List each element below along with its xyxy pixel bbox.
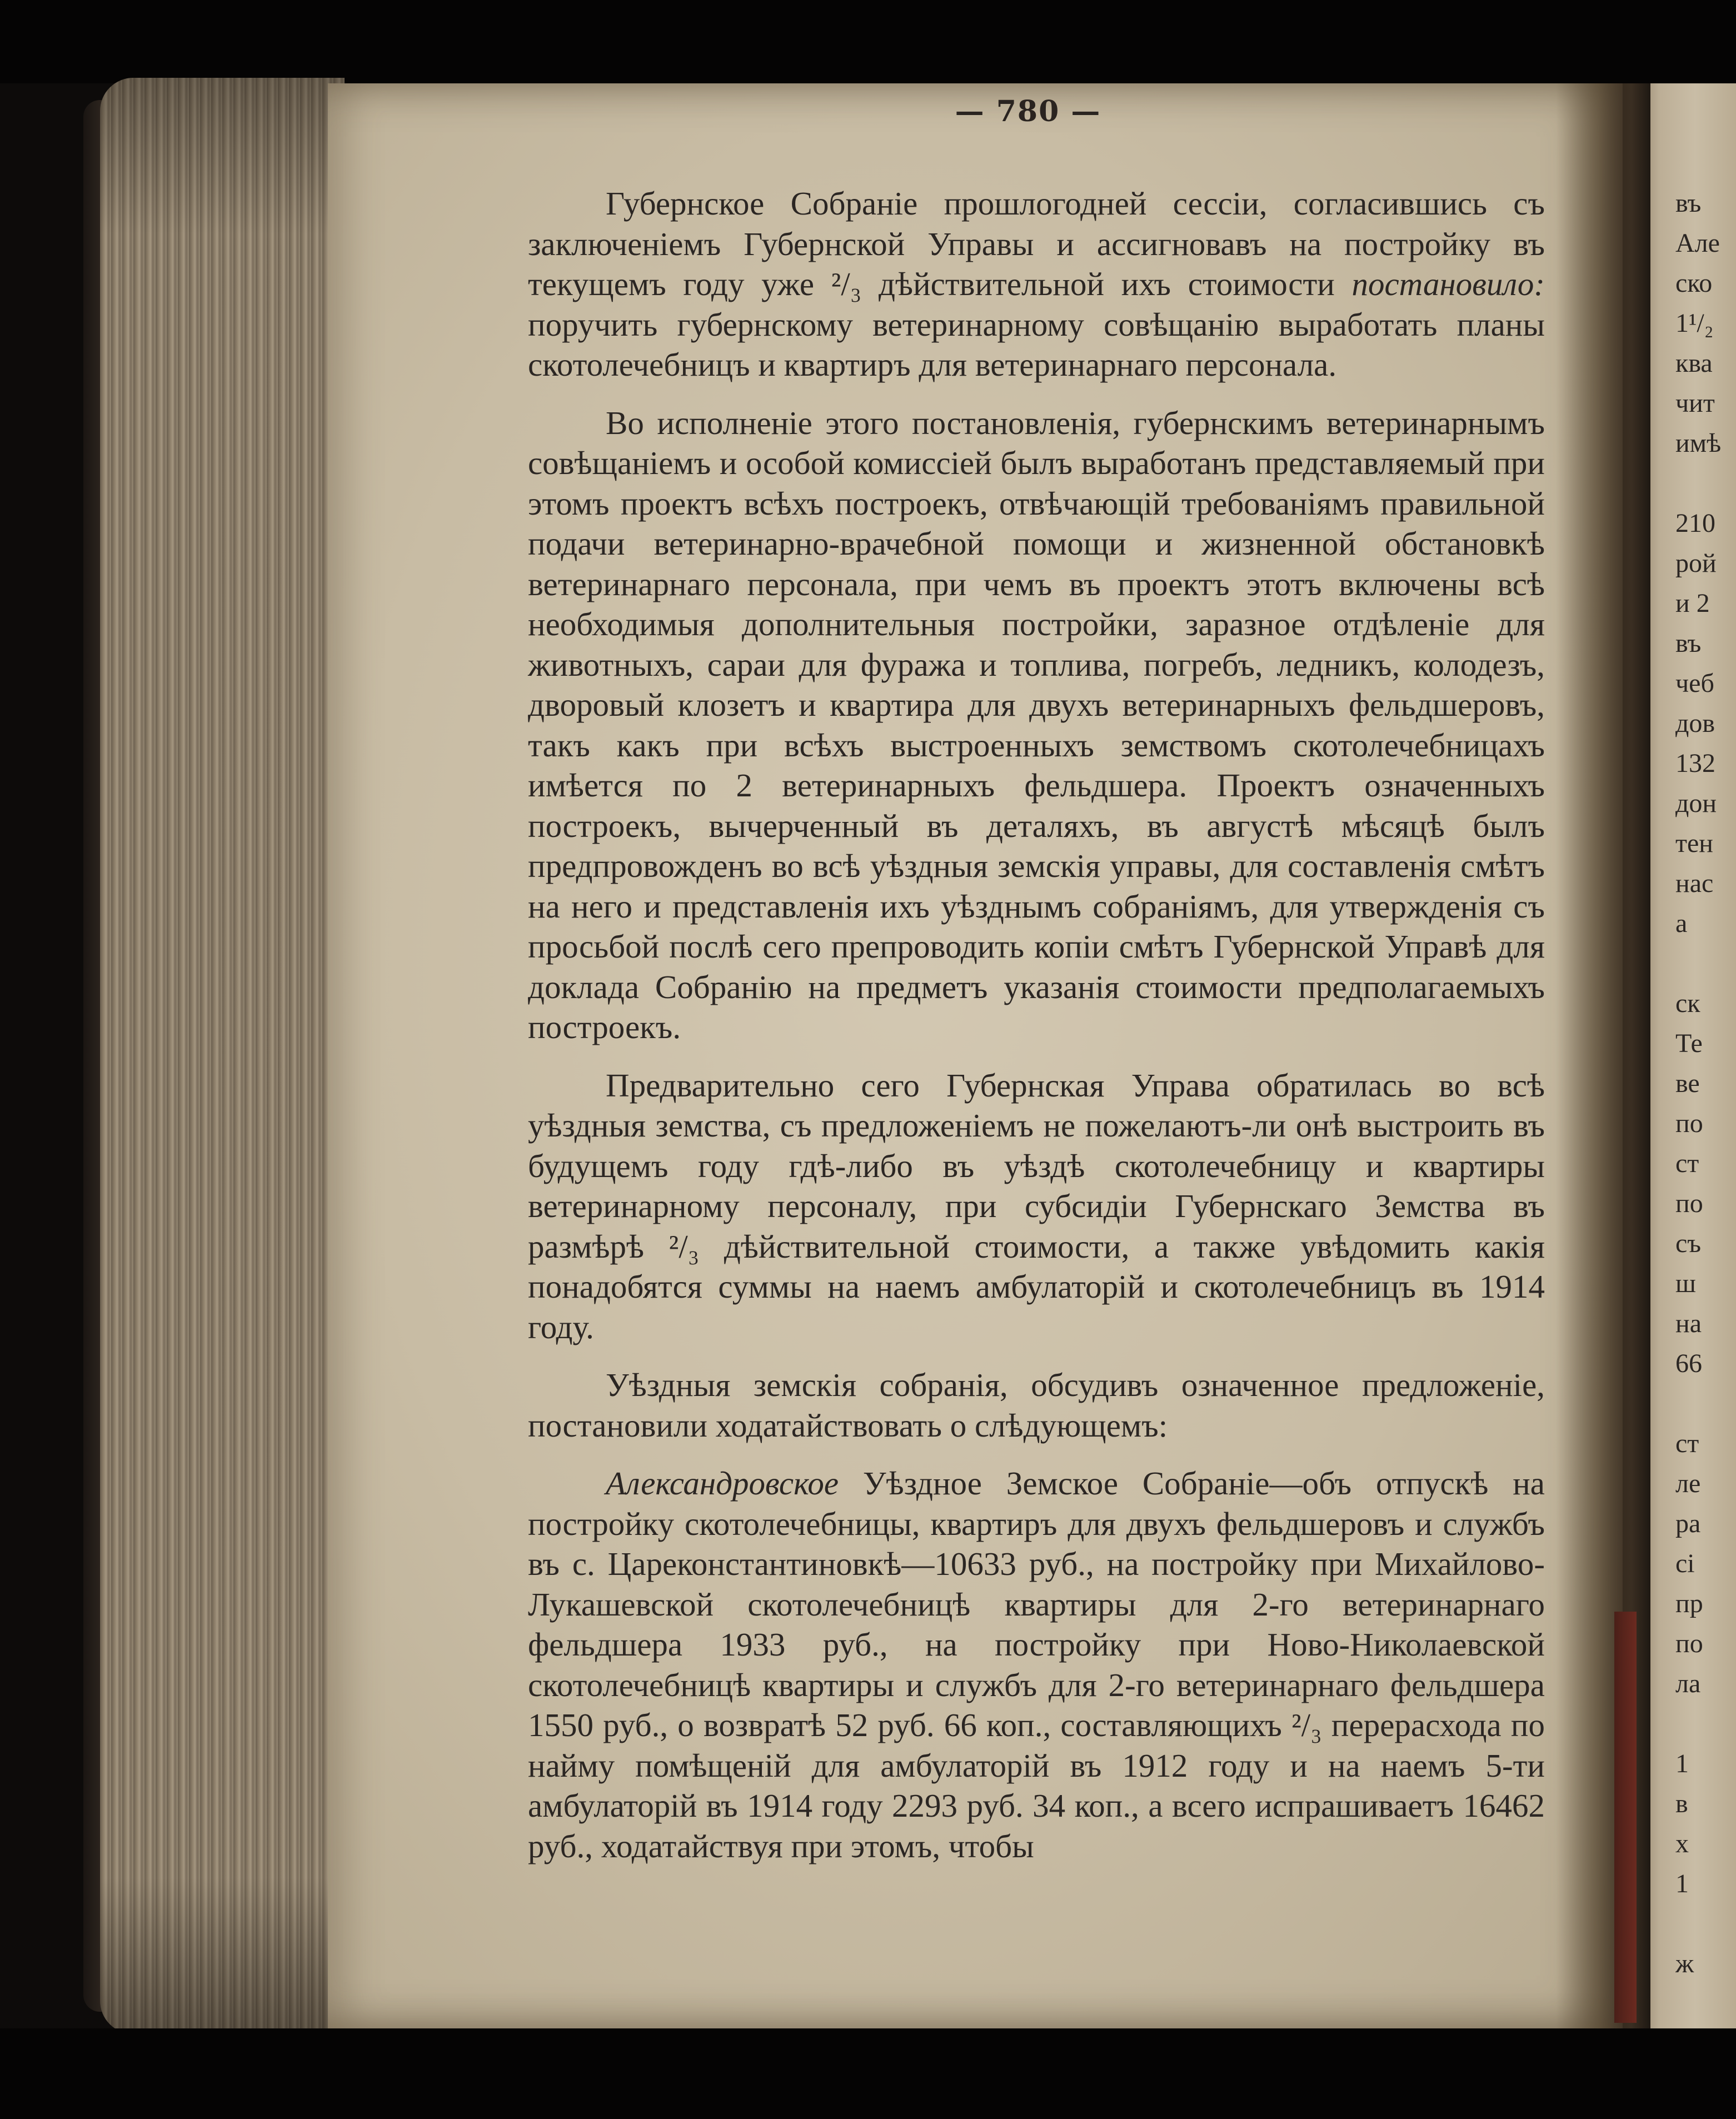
paragraph-1-text-a: Губернское Собраніе прошлогодней сессіи, согласившись съ заключеніемъ Губернской Управы и ассигновавъ на постройку въ текущемъ году уже ²/₃ дѣйствительной ихъ стоимости xyxy=(528,185,1545,302)
next-page-fragment: ве xyxy=(1675,1069,1700,1098)
paragraph-5 xyxy=(528,1463,1545,1866)
next-page-fragment: ско xyxy=(1675,268,1713,298)
paragraph-1-italic: постановило: xyxy=(1351,266,1545,302)
next-page-fragment xyxy=(1675,1384,1736,1424)
paragraph-4: Уѣздныя земскія собранія, обсудивъ означенное предложеніе, постановили ходатайствовать о слѣдующемъ: xyxy=(528,1367,1545,1444)
next-page-fragment: 1 xyxy=(1675,1869,1689,1898)
page-body-text xyxy=(528,183,1545,1884)
paragraph-2: Во исполненіе этого постановленія, губернскимъ ветеринарнымъ совѣщаніемъ и особой комиссіей былъ выработанъ представляемый при этомъ проектъ всѣхъ построекъ, отвѣчающій требованіямъ правильной подачи ветеринарно-врачебной помощи и жизненной обстановкѣ ветеринарнаго персонала, при чемъ въ проектъ этотъ включены всѣ необходимыя дополнительныя постройки, заразное отдѣленіе для животныхъ, сараи для фуража и топлива, погребъ, ледникъ, колодезъ, дворовый клозетъ и квартира для двухъ ветеринарныхъ фельдшеровъ, такъ какъ при всѣхъ выстроенныхъ земствомъ скотолечебницахъ имѣется по 2 ветеринарныхъ фельдшера. Проектъ означенныхъ построекъ, вычерченный въ деталяхъ, въ августѣ мѣсяцѣ былъ предпровожденъ во всѣ уѣздныя земскія управы, для составленія смѣтъ на него и представленія ихъ уѣзднымъ собраніямъ, для утвержденія съ просьбой послѣ сего препроводить копіи смѣтъ Губернской Управѣ для доклада Собранію на предметъ указанія стоимости предполагаемыхъ построекъ. xyxy=(528,404,1545,1045)
next-page-fragment: 132 xyxy=(1675,749,1715,778)
next-page-fragment: рой xyxy=(1675,549,1717,578)
next-page-fragment: 210 xyxy=(1675,508,1715,538)
next-page-fragment: съ xyxy=(1675,1229,1702,1258)
paragraph-1-text-b: поручить губернскому ветеринарному совѣщанію выработать планы скотолечебницъ и квартиръ для ветеринарнаго персонала. xyxy=(528,306,1545,383)
next-page-fragment: ла xyxy=(1675,1669,1701,1698)
next-page-fragment xyxy=(1675,1904,1736,1944)
next-page-fragment: 1¹/₂ xyxy=(1675,308,1714,338)
next-page-fragment: по xyxy=(1675,1189,1703,1218)
next-page-fragment: и 2 xyxy=(1675,589,1710,618)
next-page-fragment: пр xyxy=(1675,1589,1703,1618)
next-page-fragment: 66 xyxy=(1675,1349,1702,1378)
next-page-fragment: ск xyxy=(1675,989,1700,1018)
next-page-fragment: в xyxy=(1675,1789,1688,1818)
next-page-fragment: нас xyxy=(1675,869,1714,898)
paragraph-3: Предварительно сего Губернская Управа обратилась во всѣ уѣздныя земства, съ предложеніемъ не пожелаютъ-ли онѣ выстроить въ будущемъ году гдѣ-либо въ уѣздѣ скотолечебницу и квартиры ветеринарному персоналу, при субсидіи Губернскаго Земства въ размѣрѣ ²/₃ дѣйствительной стоимости, а также увѣдомить какія понадобятся суммы на наемъ амбулаторій и скотолечебницъ въ 1914 году. xyxy=(528,1066,1545,1345)
paragraph-5-italic: Александровское xyxy=(606,1465,839,1502)
paragraph-5-text: Уѣздное Земское Собраніе—объ отпускѣ на постройку скотолечебницы, квартиръ для двухъ фельдшеровъ и службъ въ с. Цареконстантиновкѣ—10633 руб., на постройку при Михайлово-Лукашевской скотолечебницѣ квартиры для 2-го ветеринарнаго фельдшера 1933 руб., на постройку при Ново-Николаевской скотолечебницѣ квартиры и службъ для 2-го ветеринарнаго фельдшера 1550 руб., о возвратѣ 52 руб. 66 коп., составляющихъ ²/₃ перерасхода по найму помѣщеній для амбулаторій въ 1912 году и на наемъ 5-ти амбулаторій въ 1914 году 2293 руб. 34 коп., а всего испрашиваетъ 16462 руб., ходатайствуя при этомъ, чтобы xyxy=(528,1465,1545,1864)
next-page-fragment: а xyxy=(1675,909,1688,938)
next-page-fragment: Але xyxy=(1675,228,1720,258)
next-page-fragment: х xyxy=(1675,1829,1689,1858)
next-page-fragment: сі xyxy=(1675,1549,1695,1578)
next-page-fragment: чит xyxy=(1675,388,1715,418)
next-page-fragment xyxy=(1675,944,1736,984)
next-page-fragment: дон xyxy=(1675,789,1717,818)
next-page-fragment: ж xyxy=(1675,1949,1694,1978)
next-page-fragment: по xyxy=(1675,1629,1703,1658)
next-page-fragment: Те xyxy=(1675,1029,1703,1058)
page-number: — 780 — xyxy=(955,94,1101,128)
next-page-fragment: 1 xyxy=(1675,1749,1689,1778)
next-page-fragment: тен xyxy=(1675,829,1713,858)
next-page-fragment: ст xyxy=(1675,1429,1699,1458)
scan-border-top xyxy=(0,0,1736,83)
next-page-fragment: по xyxy=(1675,1109,1703,1138)
paragraph-1 xyxy=(528,183,1545,385)
next-page-fragment xyxy=(1675,463,1736,503)
next-page-fragment: ш xyxy=(1675,1269,1696,1298)
next-page-fragment: ле xyxy=(1675,1469,1701,1498)
next-page-fragment: въ xyxy=(1675,629,1702,658)
next-page-text-fragments xyxy=(1675,183,1736,1984)
next-page-cover-edge xyxy=(1614,1612,1637,2023)
next-page-fragment: ст xyxy=(1675,1149,1699,1178)
next-page-fragment: въ xyxy=(1675,188,1702,218)
next-page-fragment: имѣ xyxy=(1675,428,1722,458)
next-page-fragment: ква xyxy=(1675,348,1713,378)
next-page-fragment: ра xyxy=(1675,1509,1701,1538)
next-page-fragment: дов xyxy=(1675,709,1715,738)
scan-border-bottom xyxy=(0,2028,1736,2119)
next-page-fragment xyxy=(1675,1704,1736,1744)
next-page-fragment: на xyxy=(1675,1309,1702,1338)
stacked-page-edges xyxy=(100,78,345,2034)
next-page-fragment: чеб xyxy=(1675,669,1714,698)
